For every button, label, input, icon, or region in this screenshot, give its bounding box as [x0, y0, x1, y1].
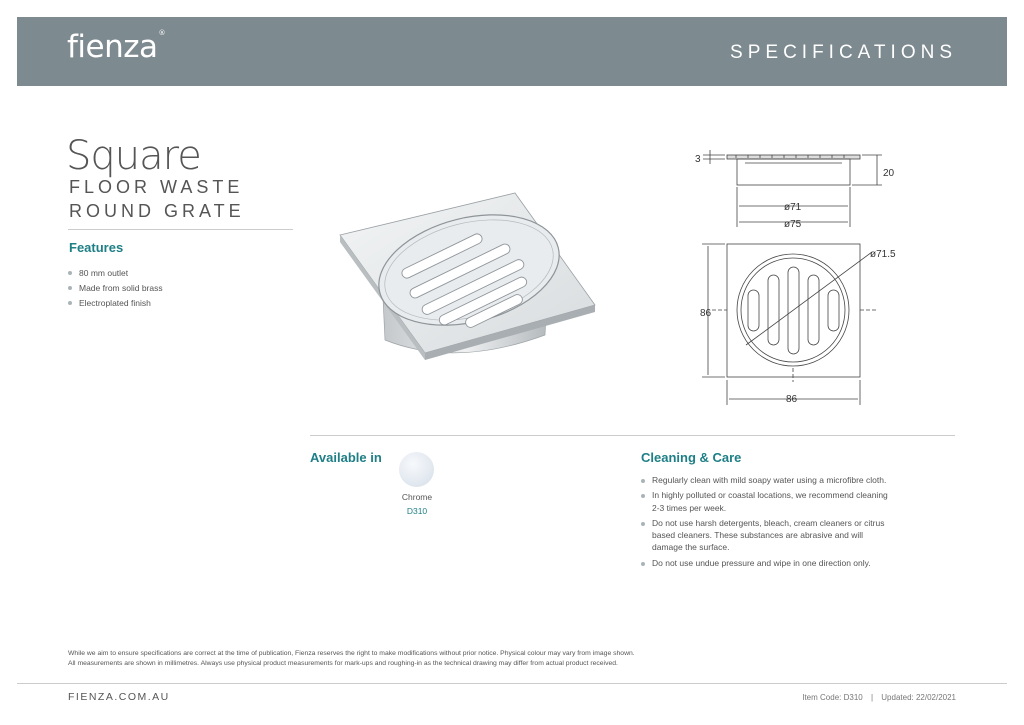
dim-side-vertical: 86 [700, 308, 712, 319]
feature-item: 80 mm outlet [68, 266, 163, 281]
disclaimer-line: While we aim to ensure specifications are correct at the time of publication, Fienza reserves the right to make modifications without prior notice. Physical colour may vary from image shown. [68, 650, 635, 657]
updated-date: Updated: 22/02/2021 [881, 693, 956, 702]
features-list [68, 266, 163, 311]
dim-grate-diameter: ø71.5 [870, 249, 896, 260]
feature-item: Made from solid brass [68, 281, 163, 296]
technical-drawing [690, 140, 905, 410]
fienza-logo: fienza® [67, 29, 166, 65]
disclaimer-line: All measurements are shown in millimetres. Always use physical product measurements for mark-ups and roughing-in as the technical drawing may differ from actual product received. [68, 660, 618, 667]
footer-meta [802, 693, 956, 702]
chrome-swatch [399, 452, 434, 487]
header-banner [17, 17, 1007, 86]
finish-name: Chrome [401, 492, 433, 502]
footer-divider [17, 683, 1007, 684]
dim-side-horizontal: 86 [786, 394, 798, 405]
product-subtitle-1: FLOOR WASTE [69, 177, 244, 197]
disclaimer [68, 649, 635, 669]
page-title: SPECIFICATIONS [730, 42, 957, 63]
divider [310, 435, 955, 436]
footer-separator: | [870, 693, 874, 702]
care-list [641, 474, 891, 572]
care-item: Do not use harsh detergents, bleach, cream cleaners or citrus based cleaners. These substances are abrasive and will damage the surface. [641, 517, 891, 554]
care-item: Do not use undue pressure and wipe in one direction only. [641, 557, 891, 569]
product-subtitle-2: ROUND GRATE [69, 201, 245, 221]
dim-flange: 3 [695, 154, 701, 165]
product-image [335, 190, 600, 365]
dim-outer-diameter: ø75 [784, 219, 802, 230]
care-item: Regularly clean with mild soapy water using a microfibre cloth. [641, 474, 891, 486]
product-name: Square [66, 133, 201, 179]
divider [68, 229, 293, 230]
website-link[interactable]: FIENZA.COM.AU [68, 691, 170, 703]
care-item: In highly polluted or coastal locations, we recommend cleaning 2-3 times per week. [641, 489, 891, 514]
care-heading: Cleaning & Care [641, 450, 742, 465]
dim-height: 20 [883, 168, 895, 179]
finish-code: D310 [406, 506, 428, 516]
features-heading: Features [69, 240, 124, 255]
feature-item: Electroplated finish [68, 296, 163, 311]
item-code: Item Code: D310 [802, 693, 863, 702]
dim-inner-diameter: ø71 [784, 202, 802, 213]
available-heading: Available in [310, 450, 382, 465]
